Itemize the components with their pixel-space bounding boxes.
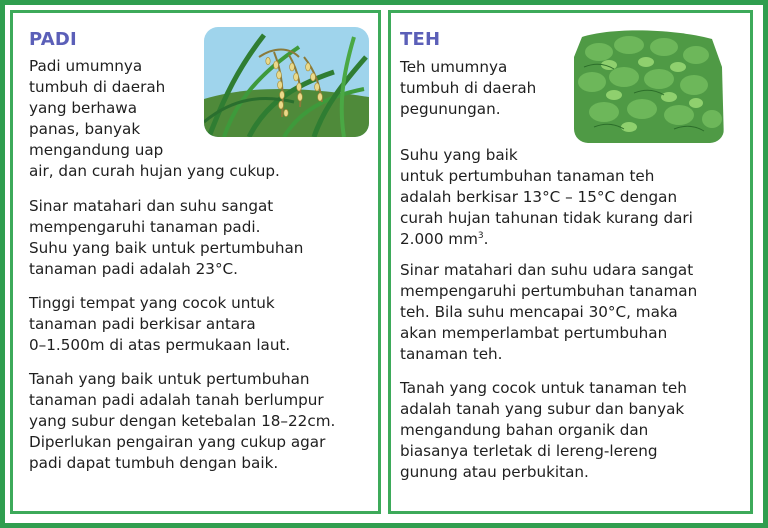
tea-bush-image	[574, 27, 724, 143]
rice-plant-icon	[204, 27, 369, 137]
rice-plant-image	[204, 27, 369, 137]
teh-title: TEH	[400, 29, 441, 50]
teh-paragraph-2-head: Suhu yang baik	[400, 146, 518, 164]
padi-title: PADI	[29, 29, 77, 50]
padi-card	[10, 10, 381, 514]
padi-intro-tail: air, dan curah hujan yang cukup.	[29, 162, 280, 180]
teh-paragraph-4: Tanah yang cocok untuk tanaman teh adalah tanah yang subur dan banyak mengandung bahan organik dan biasanya terletak di lereng-lereng gunung atau perbukitan.	[400, 379, 687, 481]
teh-paragraph-2-body: untuk pertumbuhan tanaman teh adalah berkisar 13°C – 15°C dengan curah hujan tahunan tidak kurang dari 2.000 mm	[400, 167, 693, 248]
padi-intro-text: Padi umumnya tumbuh di daerah yang berhawa panas, banyak mengandung uap	[29, 57, 166, 159]
teh-card	[388, 10, 753, 514]
teh-paragraph-3: Sinar matahari dan suhu udara sangat mempengaruhi pertumbuhan tanaman teh. Bila suhu mencapai 30°C, maka akan memperlambat pertumbuhan tanaman teh.	[400, 261, 698, 363]
padi-paragraph-2: Sinar matahari dan suhu sangat mempengaruhi tanaman padi. Suhu yang baik untuk pertumbuhan tanaman padi adalah 23°C.	[29, 197, 304, 278]
teh-intro-text: Teh umumnya tumbuh di daerah pegunungan.	[400, 58, 537, 118]
teh-paragraph-2-superscript: 3	[477, 231, 484, 241]
padi-paragraph-4: Tanah yang baik untuk pertumbuhan tanaman padi adalah tanah berlumpur yang subur dengan ketebalan 18–22cm. Diperlukan pengairan yang cukup agar padi dapat tumbuh dengan baik.	[29, 370, 336, 472]
teh-paragraph-2-end: .	[483, 230, 489, 248]
tea-bush-icon	[574, 27, 724, 143]
padi-paragraph-3: Tinggi tempat yang cocok untuk tanaman padi berkisar antara 0–1.500m di atas permukaan laut.	[29, 294, 291, 354]
teh-paragraph-2	[400, 166, 693, 250]
